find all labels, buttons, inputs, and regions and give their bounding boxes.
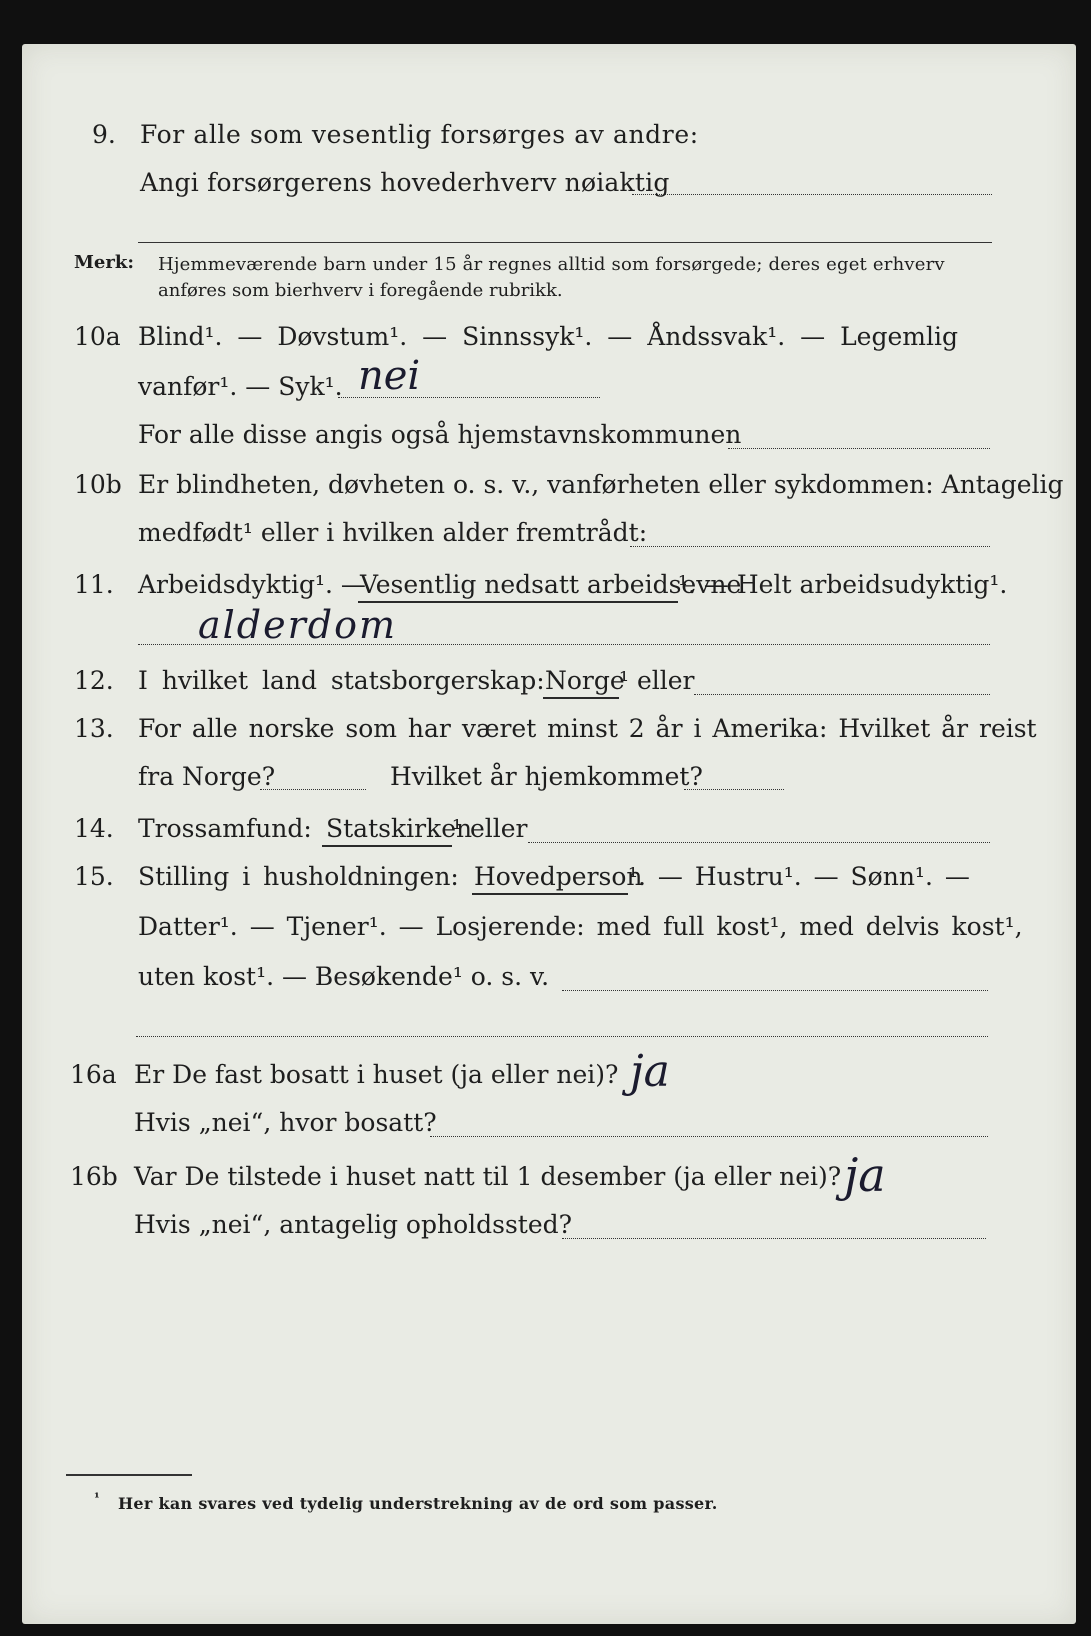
q11-handwritten-answer: alderdom	[198, 603, 398, 647]
q16a-handwritten-answer: ja	[630, 1046, 670, 1097]
merk-line2: anføres som bierhverv i foregående rubrikk.	[158, 280, 563, 301]
q16b-number: 16b	[70, 1162, 118, 1191]
q10a-handwritten-answer: nei	[358, 353, 421, 399]
q10b-line1: Er blindheten, døvheten o. s. v., vanførheten eller sykdommen: Antagelig	[138, 470, 1064, 499]
q9-answer-line[interactable]	[632, 194, 992, 195]
q11-answer-line[interactable]	[138, 644, 990, 645]
q10a-number: 10a	[74, 322, 121, 351]
q13-hjemkommet-line[interactable]	[684, 789, 784, 790]
q16a-line2: Hvis „nei“, hvor bosatt?	[134, 1108, 437, 1137]
q10b-line2: medfødt¹ eller i hvilken alder fremtrådt:	[138, 518, 648, 547]
q15-text: Stilling i husholdningen:	[138, 862, 459, 891]
footnote-mark: ¹	[94, 1491, 100, 1506]
footnote-text: Her kan svares ved tydelig understrekning av de ord som passer.	[118, 1494, 718, 1513]
q14-answer-line[interactable]	[528, 842, 990, 843]
q10a-hjemstavn-line[interactable]	[728, 448, 990, 449]
q15-rest: ¹. — Hustru¹. — Sønn¹. —	[628, 862, 970, 891]
q11-answer-underline	[358, 601, 678, 603]
q12-option-norge: Norge	[545, 666, 625, 695]
q14-rest: ¹ eller	[452, 814, 528, 843]
q10a-line2: vanfør¹. — Syk¹.	[138, 372, 343, 401]
form-page	[22, 44, 1076, 1624]
q9-line2: Angi forsørgerens hovederhverv nøiaktig	[140, 168, 670, 197]
q13-number: 13.	[74, 714, 114, 743]
q11-option-nedsatt: Vesentlig nedsatt arbeidsevne	[360, 570, 742, 599]
q10b-number: 10b	[74, 470, 122, 499]
q11-option-arbeidsdyktig: Arbeidsdyktig¹. —	[138, 570, 366, 599]
q12-number: 12.	[74, 666, 114, 695]
q16b-answer-line[interactable]	[562, 1238, 986, 1239]
q15-answer-line[interactable]	[562, 990, 988, 991]
footnote-rule	[66, 1474, 192, 1476]
q10a-line1: Blind¹. — Døvstum¹. — Sinnssyk¹. — Åndssvak¹. — Legemlig	[138, 322, 958, 351]
q16a-line1: Er De fast bosatt i huset (ja eller nei)?	[134, 1060, 619, 1089]
q16b-line2: Hvis „nei“, antagelig opholdssted?	[134, 1210, 573, 1239]
q14-text: Trossamfund:	[138, 814, 312, 843]
merk-label: Merk:	[74, 252, 134, 273]
q16a-number: 16a	[70, 1060, 117, 1089]
q9-line1: For alle som vesentlig forsørges av andre:	[140, 120, 699, 149]
q14-number: 14.	[74, 814, 114, 843]
q11-option-udyktig: ¹. — Helt arbeidsudyktig¹.	[678, 570, 1008, 599]
q12-answer-underline	[543, 697, 619, 699]
q10a-answer-line[interactable]	[338, 397, 600, 398]
q13-line2b: Hvilket år hjemkommet?	[390, 762, 703, 791]
q12-rest: ¹ eller	[619, 666, 695, 695]
q16b-handwritten-answer: ja	[844, 1148, 886, 1202]
q15-option-hovedperson: Hovedperson	[474, 862, 643, 891]
q15-number: 15.	[74, 862, 114, 891]
q13-line1: For alle norske som har været minst 2 år i Amerika: Hvilket år reist	[138, 714, 1037, 743]
q9-second-line[interactable]	[138, 242, 992, 243]
q15-second-line[interactable]	[136, 1036, 988, 1037]
q10b-answer-line[interactable]	[630, 546, 990, 547]
q11-number: 11.	[74, 570, 114, 599]
q14-answer-underline	[322, 845, 452, 847]
q16a-answer-line[interactable]	[430, 1136, 988, 1137]
q15-answer-underline	[472, 893, 628, 895]
q15-line3: uten kost¹. — Besøkende¹ o. s. v.	[138, 962, 550, 991]
q16b-line1: Var De tilstede i huset natt til 1 desember (ja eller nei)?	[134, 1162, 842, 1191]
q10a-line3: For alle disse angis også hjemstavnskommunen	[138, 420, 742, 449]
q12-answer-line[interactable]	[694, 694, 990, 695]
q12-text: I hvilket land statsborgerskap:	[138, 666, 545, 695]
q14-option-statskirken: Statskirken	[326, 814, 473, 843]
q15-line2: Datter¹. — Tjener¹. — Losjerende: med full kost¹, med delvis kost¹,	[138, 912, 1023, 941]
q13-reist-line[interactable]	[260, 789, 366, 790]
q13-line2a: fra Norge?	[138, 762, 276, 791]
merk-line1: Hjemmeværende barn under 15 år regnes alltid som forsørgede; deres eget erhverv	[158, 254, 945, 275]
q9-number: 9.	[92, 120, 116, 149]
